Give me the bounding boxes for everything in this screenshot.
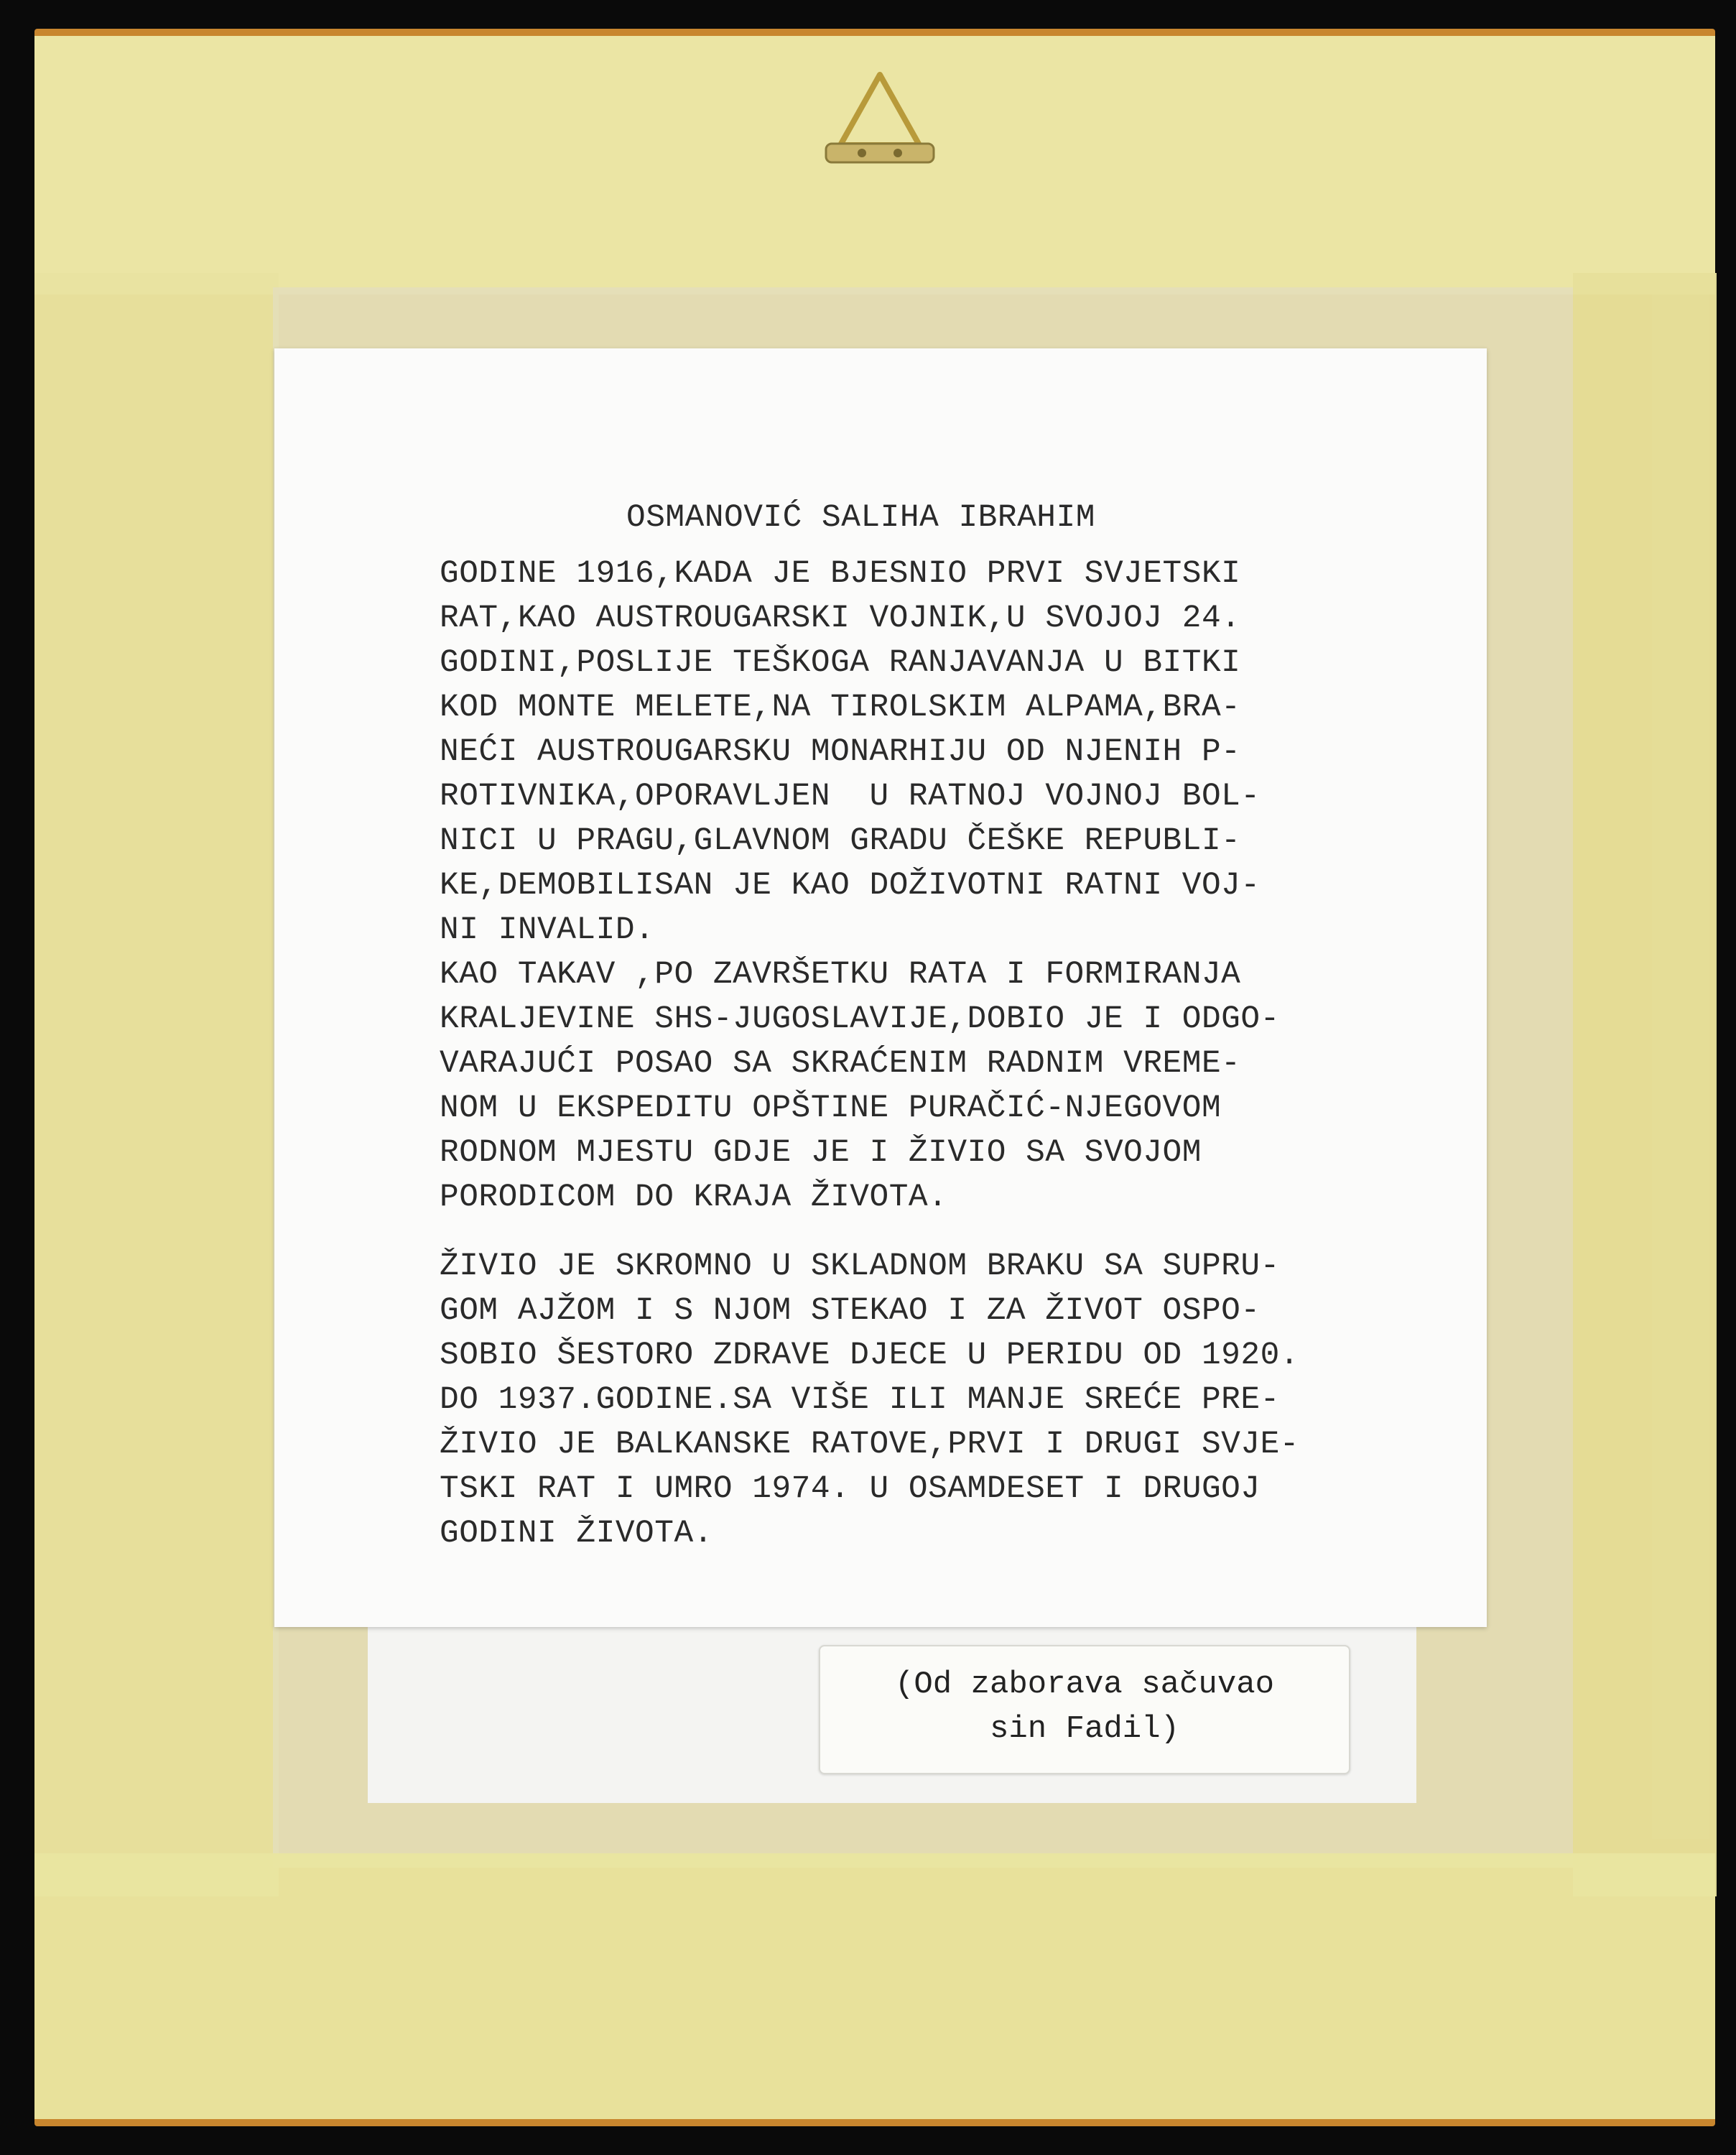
label-line-1: (Od zaborava sačuvao bbox=[894, 1667, 1275, 1702]
text-line: GODINE 1916,KADA JE BJESNIO PRVI SVJETSKI bbox=[440, 556, 1241, 592]
text-line: KRALJEVINE SHS-JUGOSLAVIJE,DOBIO JE I ODGO- bbox=[440, 1001, 1280, 1037]
text-line: NICI U PRAGU,GLAVNOM GRADU ČEŠKE REPUBLI- bbox=[440, 823, 1241, 859]
text-line: ŽIVIO JE BALKANSKE RATOVE,PRVI I DRUGI SVJE- bbox=[440, 1427, 1299, 1463]
text-line: GODINI ŽIVOTA. bbox=[440, 1516, 713, 1552]
paragraph-2 bbox=[440, 953, 1459, 1220]
text-line: KE,DEMOBILISAN JE KAO DOŽIVOTNI RATNI VOJ- bbox=[440, 868, 1261, 904]
text-line: NEĆI AUSTROUGARSKU MONARHIJU OD NJENIH P- bbox=[440, 734, 1241, 770]
text-line: NOM U EKSPEDITU OPŠTINE PURAČIĆ-NJEGOVOM bbox=[440, 1090, 1222, 1126]
text-line: NI INVALID. bbox=[440, 912, 655, 948]
text-line: GODINI,POSLIJE TEŠKOGA RANJAVANJA U BITKI bbox=[440, 645, 1241, 681]
label-line-2: sin Fadil) bbox=[989, 1711, 1180, 1747]
caption-label bbox=[819, 1645, 1350, 1774]
masking-tape-bottom bbox=[34, 1853, 1715, 2119]
text-line: SOBIO ŠESTORO ZDRAVE DJECE U PERIDU OD 1920. bbox=[440, 1338, 1299, 1373]
paragraph-3 bbox=[440, 1244, 1459, 1556]
masking-tape-left bbox=[34, 273, 279, 1896]
text-line: ROTIVNIKA,OPORAVLJEN U RATNOJ VOJNOJ BOL- bbox=[440, 779, 1261, 815]
document-title: OSMANOVIĆ SALIHA IBRAHIM bbox=[626, 500, 1095, 536]
text-line: KOD MONTE MELETE,NA TIROLSKIM ALPAMA,BRA- bbox=[440, 690, 1241, 726]
text-line: RAT,KAO AUSTROUGARSKI VOJNIK,U SVOJOJ 24. bbox=[440, 601, 1241, 636]
paragraph-1 bbox=[440, 552, 1459, 953]
text-line: RODNOM MJESTU GDJE JE I ŽIVIO SA SVOJOM bbox=[440, 1135, 1202, 1171]
paragraph-gap bbox=[440, 1220, 1459, 1244]
text-line: DO 1937.GODINE.SA VIŠE ILI MANJE SREĆE PRE- bbox=[440, 1382, 1280, 1418]
text-line: PORODICOM DO KRAJA ŽIVOTA. bbox=[440, 1180, 948, 1215]
text-line: GOM AJŽOM I S NJOM STEKAO I ZA ŽIVOT OSPO- bbox=[440, 1293, 1261, 1329]
text-line: TSKI RAT I UMRO 1974. U OSAMDESET I DRUGOJ bbox=[440, 1471, 1261, 1507]
masking-tape-right bbox=[1573, 273, 1717, 1896]
text-line: ŽIVIO JE SKROMNO U SKLADNOM BRAKU SA SUPRU- bbox=[440, 1248, 1280, 1284]
hanger-icon bbox=[819, 65, 941, 180]
text-line: VARAJUĆI POSAO SA SKRAĆENIM RADNIM VREME- bbox=[440, 1046, 1241, 1082]
typed-text bbox=[440, 496, 1459, 1556]
text-line: KAO TAKAV ,PO ZAVRŠETKU RATA I FORMIRANJA bbox=[440, 957, 1241, 993]
